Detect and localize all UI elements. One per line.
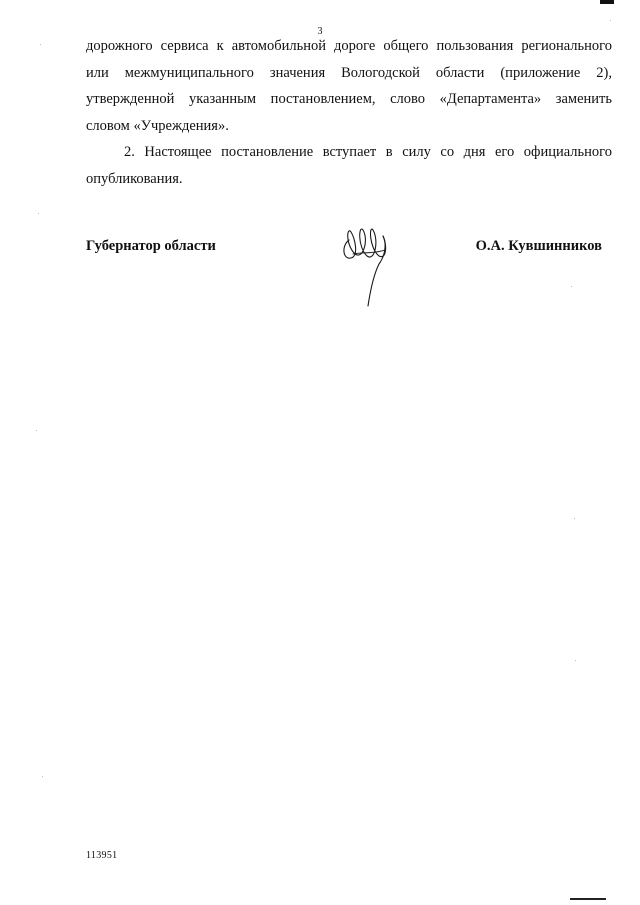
page-number: 3 xyxy=(317,26,323,37)
paragraph-1 xyxy=(86,33,612,139)
scan-speck xyxy=(575,660,576,661)
scan-speck xyxy=(610,20,611,21)
document-registration-number: 113951 xyxy=(86,850,118,861)
paragraph-1-line: дорожного сервиса к автомобильной дороге общего пользования регионального xyxy=(86,38,612,54)
signatory-name: О.А. Кувшинников xyxy=(475,238,602,254)
scan-speck xyxy=(574,518,575,519)
paragraph-2 xyxy=(86,139,612,192)
paragraph-1-line: словом «Учреждения». xyxy=(86,117,229,134)
scan-mark-bottom xyxy=(570,898,606,900)
scan-speck xyxy=(42,776,43,777)
document-body xyxy=(86,33,612,192)
scan-speck xyxy=(38,213,39,214)
paragraph-2-line: 2. Настоящее постановление вступает в силу со дня его официального xyxy=(124,144,612,160)
signatory-position: Губернатор области xyxy=(86,238,216,254)
scan-speck xyxy=(571,286,572,287)
scan-speck xyxy=(40,44,41,45)
paragraph-1-line: утвержденной указанным постановлением, слово «Департамента» заменить xyxy=(86,91,612,107)
handwritten-signature xyxy=(335,210,401,310)
paragraph-2-line: опубликования. xyxy=(86,170,183,187)
paragraph-1-line: или межмуниципального значения Вологодской области (приложение 2), xyxy=(86,64,612,81)
scan-speck xyxy=(36,430,37,431)
scan-mark-top xyxy=(600,0,614,4)
